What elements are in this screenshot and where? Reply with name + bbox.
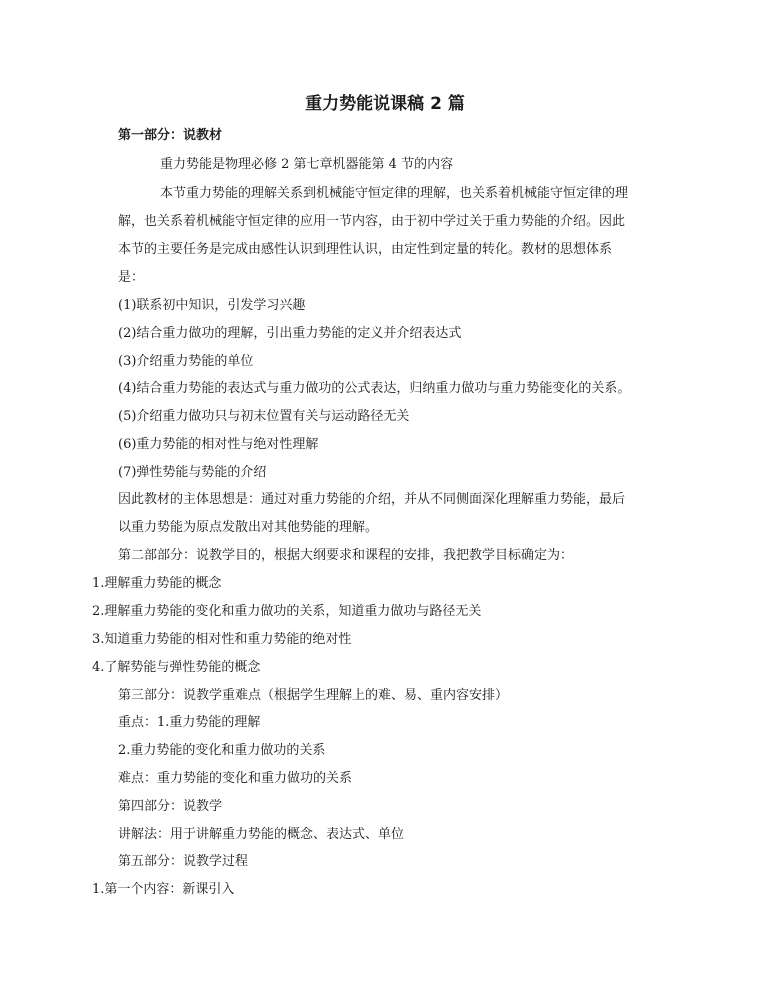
section-heading-textbook: 第一部分：说教材 [118,128,223,143]
list-item: (3)介绍重力势能的单位 [118,354,254,369]
key-point: 2.重力势能的变化和重力做功的关系 [118,743,326,758]
goal-item: 4.了解势能与弹性势能的概念 [92,660,261,675]
section-intro-key-points: 第三部分：说教学重难点（根据学生理解上的难、易、重内容安排） [118,688,509,703]
list-item: (7)弹性势能与势能的介绍 [118,465,267,480]
list-item: (6)重力势能的相对性与绝对性理解 [118,437,319,452]
process-item: 1.第一个内容：新课引入 [92,882,235,897]
paragraph-text: 以重力势能为原点发散出对其他势能的理解。 [118,520,379,535]
goal-item: 3.知道重力势能的相对性和重力势能的绝对性 [92,632,352,647]
goal-item: 2.理解重力势能的变化和重力做功的关系，知道重力做功与路径无关 [92,604,482,619]
section-intro-teaching: 第四部分：说教学 [118,799,223,814]
goal-item: 1.理解重力势能的概念 [92,576,222,591]
difficulty-point: 难点：重力势能的变化和重力做功的关系 [118,771,353,786]
document-title: 重力势能说课稿 2 篇 [305,94,465,114]
paragraph-text: 本节的主要任务是完成由感性认识到理性认识，由定性到定量的转化。教材的思想体系 [118,242,613,257]
list-item: (1)联系初中知识，引发学习兴趣 [118,298,306,313]
section-intro-goals: 第二部部分：说教学目的，根据大纲要求和课程的安排，我把教学目标确定为： [118,548,574,563]
paragraph-text: 本节重力势能的理解关系到机械能守恒定律的理解，也关系着机械能守恒定律的理 [160,186,629,201]
list-item: (2)结合重力做功的理解，引出重力势能的定义并介绍表达式 [118,326,462,341]
paragraph-text: 解，也关系着机械能守恒定律的应用一节内容，由于初中学过关于重力势能的介绍。因此 [118,214,626,229]
paragraph-text: 重力势能是物理必修 2 第七章机器能第 4 节的内容 [160,157,454,172]
teaching-method: 讲解法：用于讲解重力势能的概念、表达式、单位 [118,827,405,842]
list-item: (4)结合重力势能的表达式与重力做功的公式表达，归纳重力做功与重力势能变化的关系。 [118,381,631,396]
paragraph-text: 因此教材的主体思想是：通过对重力势能的介绍，并从不同侧面深化理解重力势能，最后 [118,492,626,507]
list-item: (5)介绍重力做功只与初末位置有关与运动路径无关 [118,409,410,424]
section-intro-process: 第五部分：说教学过程 [118,854,249,869]
key-point: 重点：1.重力势能的理解 [118,715,261,730]
paragraph-text: 是： [118,270,145,285]
